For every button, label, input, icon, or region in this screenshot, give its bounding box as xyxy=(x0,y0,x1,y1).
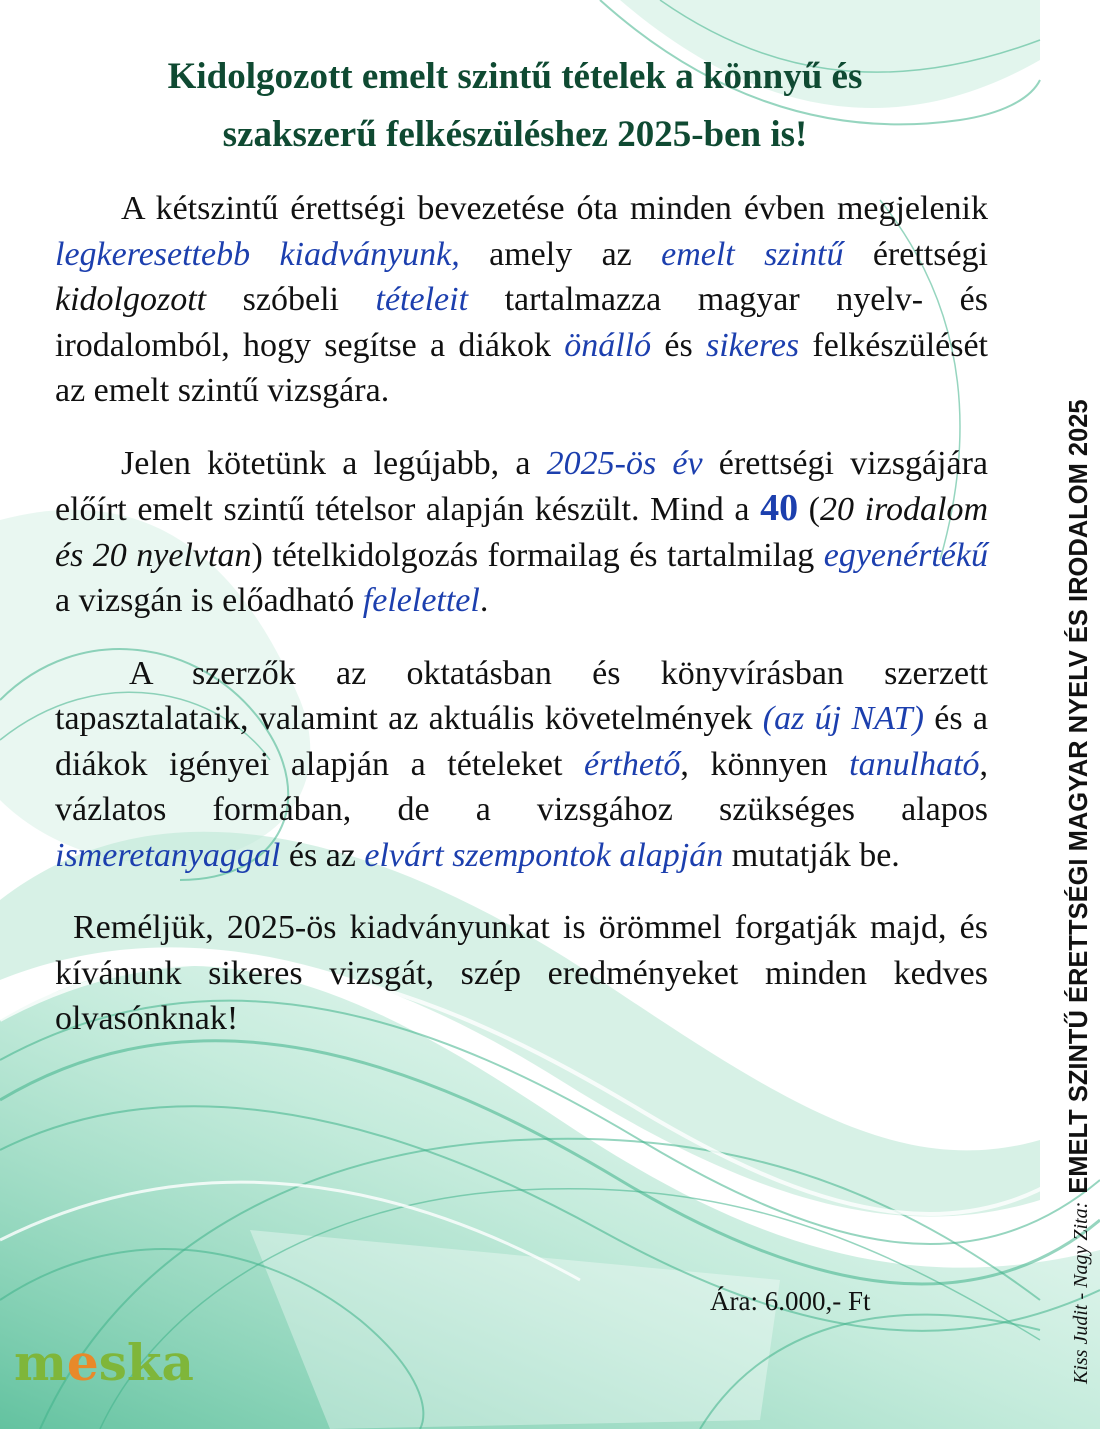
highlight-text: 2025-ös év xyxy=(546,444,703,482)
text-run: A kétszintű érettségi bevezetése óta minden évben megjelenik xyxy=(121,190,988,227)
text-run: ( xyxy=(798,491,820,528)
highlight-text: sikeres xyxy=(706,326,800,364)
logo-letter: ska xyxy=(98,1333,194,1392)
highlight-text: (az új NAT) xyxy=(762,700,924,737)
text-run: és xyxy=(651,326,706,364)
text-run: amely az xyxy=(459,235,662,273)
highlight-text: érthető xyxy=(584,745,681,783)
item-count: 40 xyxy=(760,487,799,529)
spine-authors: Kiss Judit - Nagy Zita: xyxy=(1070,1201,1092,1384)
heading-line-2: szakszerű felkészüléshez 2025-ben is! xyxy=(222,114,808,155)
highlight-text: egyenértékű xyxy=(823,536,988,574)
text-run: Jelen kötetünk a legújabb, a xyxy=(121,444,547,482)
meska-logo xyxy=(14,1333,194,1392)
text-run: a vizsgán is előadható xyxy=(55,582,363,619)
book-spine-text xyxy=(1065,84,1094,1384)
text-run: . xyxy=(479,582,489,619)
logo-letter: m xyxy=(14,1333,67,1392)
italic-text: 20 irodalom és 20 nyelvtan xyxy=(55,491,988,574)
description-body xyxy=(55,186,988,1069)
highlight-text: tételeit xyxy=(375,281,469,318)
price-label: Ára: 6.000,- Ft xyxy=(710,1286,871,1316)
text-run: felkészülését az emelt szintű vizsgára. xyxy=(55,326,989,409)
paragraph-intro xyxy=(55,186,988,414)
text-run: és a diákok igényei alapján a tételeket xyxy=(55,700,988,783)
highlight-text: legkeresettebb kiadványunk, xyxy=(55,235,460,273)
paragraph-authors xyxy=(55,651,988,879)
page-heading xyxy=(40,48,990,164)
heading-line-1: Kidolgozott emelt szintű tételek a könnyű és xyxy=(167,56,863,97)
spine-title: EMELT SZINTŰ ÉRETTSÉGI MAGYAR NYELV ÉS IRODALOM 2025 xyxy=(1065,399,1093,1194)
text-run: érettségi vizsgájára előírt emelt szintű tételsor alapján készült. Mind a xyxy=(55,444,988,528)
highlight-text: önálló xyxy=(564,326,652,364)
text-run: , vázlatos formában, de a vizsgához szükséges alapos xyxy=(55,745,989,828)
highlight-text: elvárt szempontok alapján xyxy=(364,836,724,874)
logo-letter: e xyxy=(66,1333,99,1392)
text-run: A szerzők az oktatásban és könyvírásban szerzett tapasztalataik, valamint az aktuális követelmények xyxy=(55,654,988,737)
text-run: tartalmazza magyar nyelv- és irodalomból, hogy segítse a diákok xyxy=(55,281,988,364)
text-run: ) tételkidolgozás formailag és tartalmilag xyxy=(251,536,824,574)
text-run: Reméljük, 2025-ös kiadványunkat is örömmel forgatják majd, és kívánunk sikeres vizsgát, szép eredményeket minden kedves olvasónknak! xyxy=(55,909,988,1037)
highlight-text: tanulható xyxy=(849,745,980,783)
text-run: , könnyen xyxy=(680,745,850,783)
highlight-text: ismeretanyaggal xyxy=(55,836,281,874)
text-run: érettségi xyxy=(843,235,988,273)
paragraph-volume xyxy=(55,441,988,624)
text-run: és az xyxy=(280,836,365,874)
highlight-text: felelettel xyxy=(362,582,480,619)
highlight-text: emelt szintű xyxy=(661,235,844,273)
text-run: mutatják be. xyxy=(723,836,900,874)
paragraph-closing xyxy=(55,905,988,1042)
text-run: szóbeli xyxy=(206,281,376,318)
italic-text: kidolgozott xyxy=(55,281,207,318)
